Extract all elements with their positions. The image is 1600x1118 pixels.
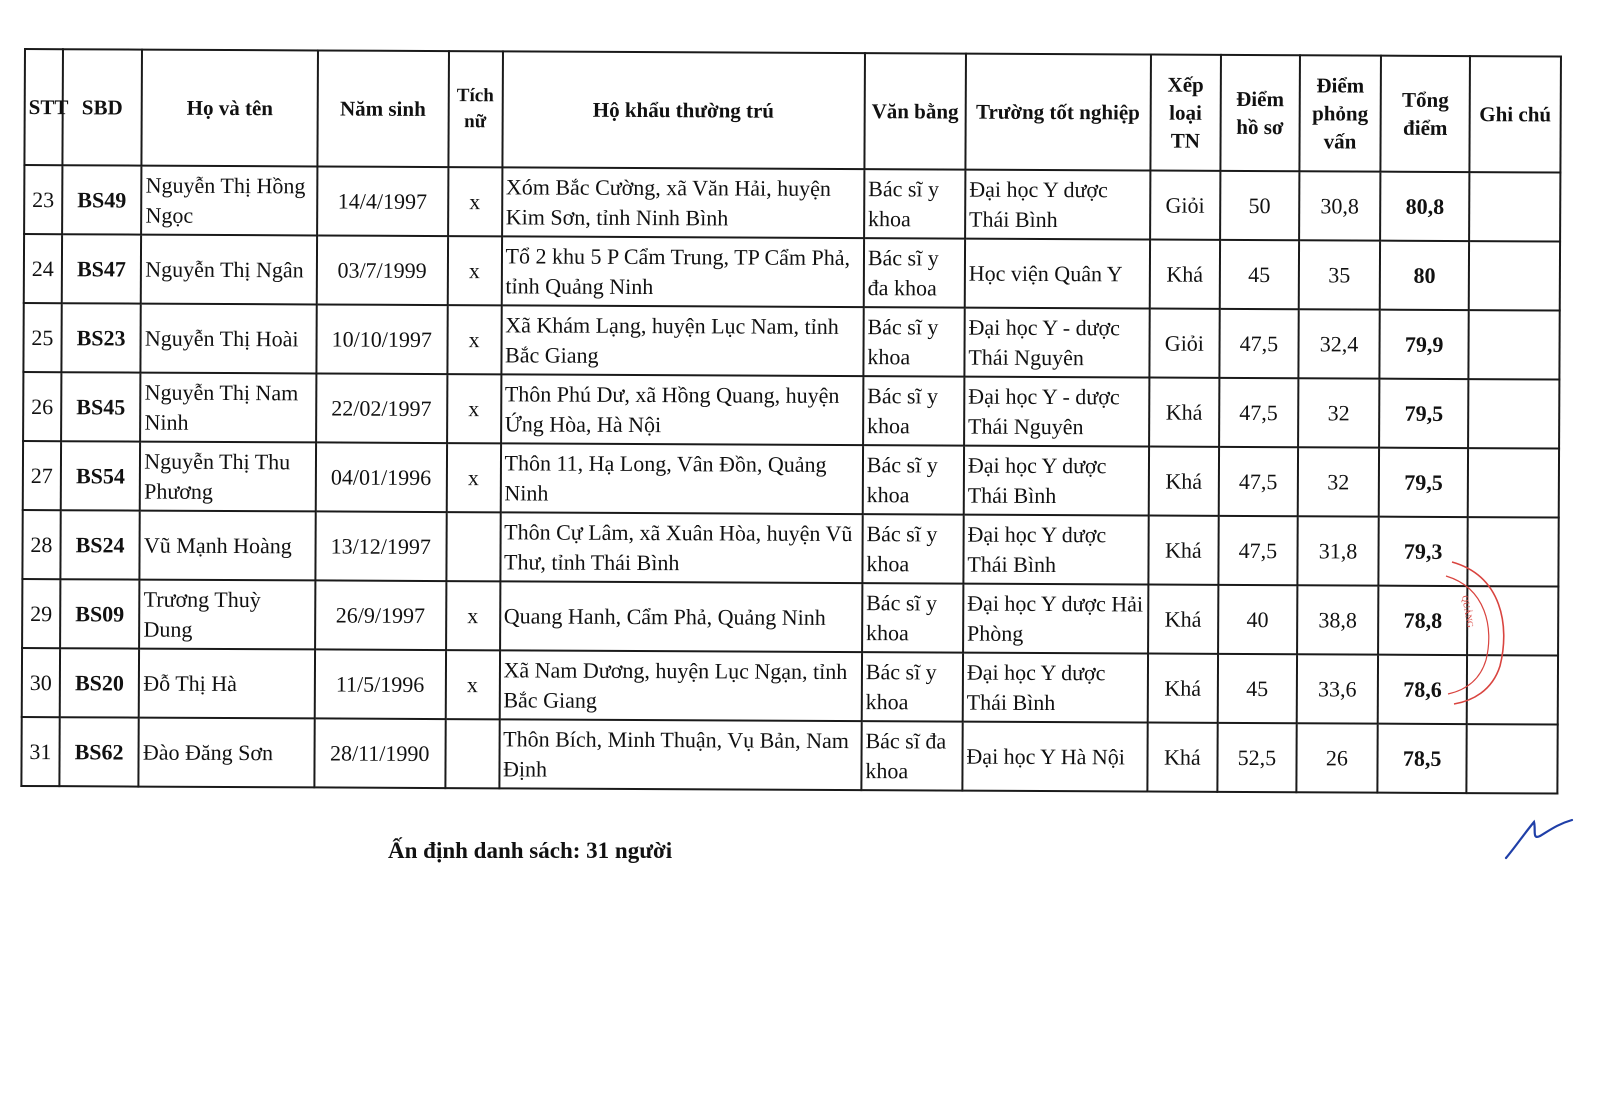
row-interview-score: 30,8 — [1299, 171, 1381, 240]
row-birth: 10/10/1997 — [316, 304, 447, 374]
header-total: Tổng điểm — [1381, 56, 1470, 172]
row-profile-score: 45 — [1220, 240, 1299, 309]
row-rank: Khá — [1148, 584, 1219, 653]
row-rank: Giỏi — [1149, 309, 1220, 378]
row-school: Đại học Y dược Hải Phòng — [963, 584, 1148, 654]
header-interview-score: Điểm phỏng vấn — [1299, 55, 1381, 171]
row-name: Nguyễn Thị Ngân — [141, 235, 317, 305]
row-address: Xã Khám Lạng, huyện Lục Nam, tỉnh Bắc Giang — [501, 305, 864, 376]
row-stt: 28 — [22, 510, 60, 579]
row-birth: 11/5/1996 — [315, 649, 446, 719]
row-profile-score: 47,5 — [1219, 309, 1298, 378]
row-degree: Bác sĩ y khoa — [862, 583, 963, 652]
row-total: 79,5 — [1379, 379, 1468, 448]
row-birth: 22/02/1997 — [316, 373, 447, 443]
row-female: x — [447, 236, 501, 305]
row-profile-score: 47,5 — [1219, 447, 1298, 516]
row-profile-score: 47,5 — [1218, 516, 1297, 585]
row-profile-score: 52,5 — [1217, 723, 1296, 792]
row-stt: 31 — [21, 717, 59, 786]
row-interview-score: 26 — [1296, 723, 1378, 792]
row-name: Nguyễn Thị Hồng Ngọc — [141, 166, 317, 236]
table-row — [22, 579, 1558, 656]
row-total: 79,5 — [1379, 448, 1468, 517]
row-name: Nguyễn Thị Nam Ninh — [140, 373, 316, 443]
row-female — [446, 512, 500, 581]
row-rank: Khá — [1148, 516, 1219, 585]
row-profile-score: 47,5 — [1219, 378, 1298, 447]
row-sbd: BS23 — [61, 303, 141, 372]
row-rank: Khá — [1147, 722, 1218, 791]
row-school: Đại học Y dược Thái Bình — [963, 515, 1148, 585]
row-address: Xã Nam Dương, huyện Lục Ngạn, tỉnh Bắc Giang — [499, 650, 862, 721]
row-birth: 28/11/1990 — [314, 718, 445, 788]
row-sbd: BS45 — [61, 372, 141, 441]
row-interview-score: 38,8 — [1297, 585, 1379, 654]
table-row — [24, 234, 1560, 311]
row-name: Đào Đăng Sơn — [139, 718, 315, 788]
table-row — [23, 441, 1559, 518]
header-female: Tích nữ — [448, 51, 503, 167]
row-female: x — [447, 374, 501, 443]
row-stt: 25 — [23, 303, 61, 372]
row-note — [1468, 448, 1559, 517]
table-row — [22, 648, 1558, 725]
row-note — [1468, 310, 1559, 379]
row-female: x — [446, 443, 500, 512]
row-school: Đại học Y dược Thái Bình — [965, 170, 1150, 240]
row-profile-score: 45 — [1218, 654, 1297, 723]
header-degree: Văn bằng — [864, 53, 966, 169]
header-school: Trường tốt nghiệp — [965, 54, 1150, 171]
row-degree: Bác sĩ y khoa — [864, 169, 965, 238]
row-sbd: BS49 — [62, 165, 142, 234]
header-name: Họ và tên — [142, 50, 318, 167]
row-school: Đại học Y dược Thái Bình — [964, 446, 1149, 516]
row-total: 78,6 — [1378, 655, 1467, 724]
row-female: x — [445, 650, 499, 719]
row-total: 78,8 — [1378, 586, 1467, 655]
table-row — [24, 165, 1560, 242]
row-birth: 14/4/1997 — [317, 166, 448, 236]
row-address: Tổ 2 khu 5 P Cẩm Trung, TP Cẩm Phả, tỉnh Quảng Ninh — [501, 236, 864, 307]
header-sbd: SBD — [62, 49, 142, 165]
row-birth: 03/7/1999 — [317, 235, 448, 305]
svg-text:QUẢNG: QUẢNG — [1460, 594, 1476, 629]
row-birth: 04/01/1996 — [316, 442, 447, 512]
row-interview-score: 32,4 — [1298, 309, 1380, 378]
row-stt: 23 — [24, 165, 62, 234]
row-degree: Bác sĩ y đa khoa — [864, 238, 965, 307]
row-stt: 30 — [22, 648, 60, 717]
row-total: 80,8 — [1380, 172, 1469, 241]
row-sbd: BS20 — [59, 648, 139, 717]
row-total: 78,5 — [1378, 724, 1467, 793]
header-profile-score: Điểm hồ sơ — [1220, 55, 1299, 171]
header-address: Hộ khẩu thường trú — [502, 51, 865, 169]
row-total: 79,9 — [1380, 310, 1469, 379]
row-note — [1468, 379, 1559, 448]
row-rank: Khá — [1147, 653, 1218, 722]
row-profile-score: 40 — [1218, 585, 1297, 654]
row-school: Đại học Y - dược Thái Nguyên — [964, 308, 1149, 378]
row-profile-score: 50 — [1220, 171, 1299, 240]
row-rank: Khá — [1148, 447, 1219, 516]
row-address: Xóm Bắc Cường, xã Văn Hải, huyện Kim Sơn, tỉnh Ninh Bình — [502, 167, 865, 238]
table-row — [23, 303, 1559, 380]
row-stt: 27 — [23, 441, 61, 510]
row-female: x — [448, 167, 502, 236]
row-interview-score: 35 — [1298, 240, 1380, 309]
row-sbd: BS47 — [62, 234, 142, 303]
row-address: Quang Hanh, Cẩm Phả, Quảng Ninh — [500, 581, 863, 652]
row-school: Đại học Y - dược Thái Nguyên — [964, 377, 1149, 447]
row-interview-score: 31,8 — [1297, 516, 1379, 585]
row-degree: Bác sĩ y khoa — [863, 376, 964, 445]
row-note — [1469, 241, 1560, 310]
row-degree: Bác sĩ y khoa — [862, 514, 963, 583]
row-name: Đỗ Thị Hà — [139, 649, 315, 719]
row-rank: Giỏi — [1150, 171, 1221, 240]
row-stt: 29 — [22, 579, 60, 648]
row-address: Thôn 11, Hạ Long, Vân Đồn, Quảng Ninh — [500, 443, 863, 514]
row-degree: Bác sĩ y khoa — [863, 445, 964, 514]
row-interview-score: 32 — [1298, 378, 1380, 447]
row-school: Đại học Y dược Thái Bình — [963, 653, 1148, 723]
row-school: Đại học Y Hà Nội — [962, 722, 1147, 792]
header-stt: STT — [24, 49, 62, 165]
row-sbd: BS24 — [60, 510, 140, 579]
row-note — [1466, 724, 1557, 793]
document-sheet — [24, 48, 1562, 787]
row-degree: Bác sĩ y khoa — [862, 652, 963, 721]
candidate-table — [20, 48, 1562, 795]
row-birth: 26/9/1997 — [315, 580, 446, 650]
official-stamp — [1442, 556, 1512, 706]
row-rank: Khá — [1149, 240, 1220, 309]
row-stt: 24 — [24, 234, 62, 303]
header-birth: Năm sinh — [317, 50, 448, 167]
row-name: Vũ Mạnh Hoàng — [140, 511, 316, 581]
row-note — [1469, 172, 1560, 241]
row-stt: 26 — [23, 372, 61, 441]
row-name: Nguyễn Thị Thu Phương — [140, 442, 316, 512]
row-name: Nguyễn Thị Hoài — [141, 304, 317, 374]
row-degree: Bác sĩ đa khoa — [861, 721, 962, 790]
row-sbd: BS54 — [60, 441, 140, 510]
table-row — [22, 510, 1558, 587]
row-interview-score: 32 — [1297, 447, 1379, 516]
row-interview-score: 33,6 — [1296, 654, 1378, 723]
row-sbd: BS62 — [59, 717, 139, 786]
row-name: Trương Thuỳ Dung — [139, 580, 315, 650]
row-address: Thôn Bích, Minh Thuận, Vụ Bản, Nam Định — [499, 719, 862, 790]
row-address: Thôn Phú Dư, xã Hồng Quang, huyện Ứng Hòa, Hà Nội — [501, 374, 864, 445]
row-female — [445, 719, 499, 788]
header-row — [24, 49, 1561, 173]
row-female: x — [446, 581, 500, 650]
row-rank: Khá — [1149, 378, 1220, 447]
row-school: Học viện Quân Y — [965, 239, 1150, 309]
footer-summary: Ấn định danh sách: 31 người — [388, 838, 673, 863]
row-female: x — [447, 305, 501, 374]
table-row — [23, 372, 1559, 449]
row-total: 80 — [1380, 241, 1469, 310]
row-birth: 13/12/1997 — [315, 511, 446, 581]
row-address: Thôn Cự Lâm, xã Xuân Hòa, huyện Vũ Thư, tỉnh Thái Bình — [500, 512, 863, 583]
header-note: Ghi chú — [1469, 56, 1561, 172]
row-degree: Bác sĩ y khoa — [863, 307, 964, 376]
header-rank: Xếp loại TN — [1150, 55, 1221, 171]
signature-mark — [1498, 808, 1578, 864]
table-row — [21, 717, 1557, 794]
row-sbd: BS09 — [60, 579, 140, 648]
row-total: 79,3 — [1379, 517, 1468, 586]
